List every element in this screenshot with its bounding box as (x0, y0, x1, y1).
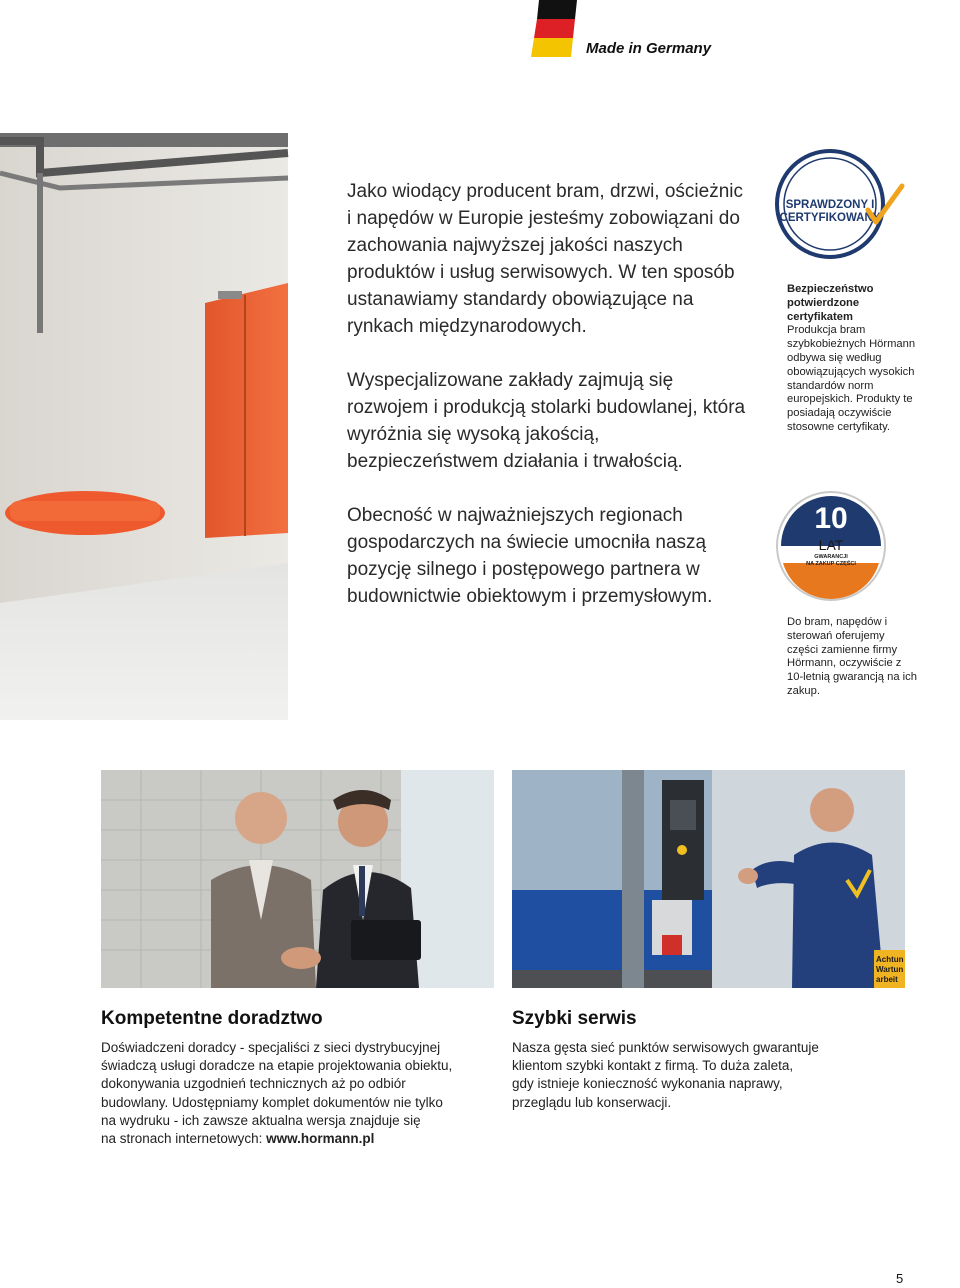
spare-parts-info: Do bram, napędów i sterowań oferujemy części zamienne firmy Hörmann, oczywiście z 10-letnią gwarancją na ich zakup. (787, 616, 917, 697)
text-line: na stronach internetowych: (101, 1131, 267, 1147)
service-text (512, 1039, 892, 1112)
sign-line1: Achtun (876, 955, 904, 964)
sign-line2: Wartun (876, 965, 904, 974)
intro-paragraph: Wyspecjalizowane zakłady zajmują się rozwojem i produkcją stolarki budowlanej, która wyróżnia się wysoką jakością, bezpieczeństwem działania i trwałością. (347, 370, 746, 472)
consulting-heading: Kompetentne doradztwo (101, 1008, 323, 1029)
service-photo (512, 770, 905, 988)
text-line: klientom szybki kontakt z firmą. To duża zaleta, (512, 1058, 794, 1074)
certified-seal-icon (768, 148, 908, 278)
text-line: przeglądu lub konserwacji. (512, 1094, 672, 1110)
text-line-last (101, 1130, 501, 1148)
text-line: dokonywania uzgodnień technicznych aż po odbiór (101, 1076, 406, 1092)
sign-line3: arbeit (876, 975, 898, 984)
consultation-photo (101, 770, 494, 988)
badge-lat: LAT (818, 537, 844, 553)
badge-line1: GWARANCJI (814, 554, 848, 560)
intro-paragraph: Jako wiodący producent bram, drzwi, ościeżnic i napędów w Europie jesteśmy zobowiązani do zachowania najwyższej jakości naszych produktów i usług serwisowych. W ten sposób ustanawiamy standardy obowiązujące na rynkach międzynarodowych. (347, 181, 744, 337)
guarantee-badge-icon (775, 490, 887, 602)
service-heading: Szybki serwis (512, 1008, 637, 1029)
german-flag-icon (529, 0, 577, 57)
badge-line2: NA ZAKUP CZĘŚCI (806, 561, 856, 567)
consulting-text (101, 1039, 501, 1148)
page-number: 5 (896, 1271, 904, 1286)
text-line: świadczą usługi doradcze na etapie projektowania obiektu, (101, 1058, 453, 1074)
text-line: gdy istnieje konieczność wykonania naprawy, (512, 1076, 783, 1092)
intro-paragraph: Obecność w najważniejszych regionach gospodarczych na świecie umocniła naszą pozycję silnego i postępowego partnera w budownictwie obiektowym i przemysłowym. (347, 505, 713, 607)
certificate-title: Bezpieczeństwo potwierdzone certyfikatem (787, 283, 874, 323)
intro-text (347, 178, 747, 637)
seal-line1: SPRAWDZONY I (785, 199, 875, 211)
certificate-info (787, 283, 927, 435)
badge-years: 10 (814, 502, 848, 535)
text-line: Doświadczeni doradcy - specjaliści z sieci dystrybucyjnej (101, 1040, 441, 1055)
text-line: budowlany. Udostępniamy komplet dokumentów nie tylko (101, 1094, 443, 1110)
text-line: Nasza gęsta sieć punktów serwisowych gwarantuje (512, 1040, 819, 1055)
website-link[interactable]: www.hormann.pl (266, 1131, 375, 1147)
made-in-germany-label: Made in Germany (586, 40, 712, 57)
certificate-text: Produkcja bram szybkobieżnych Hörmann odbywa się według obowiązujących wysokich standardów norm europejskich. Produkty te posiadają oczywiście stosowne certyfikaty. (787, 324, 916, 433)
text-line: na wydruku - ich zawsze aktualna wersja znajduje się (101, 1112, 421, 1128)
seal-line2: CERTYFIKOWANY (779, 212, 881, 224)
